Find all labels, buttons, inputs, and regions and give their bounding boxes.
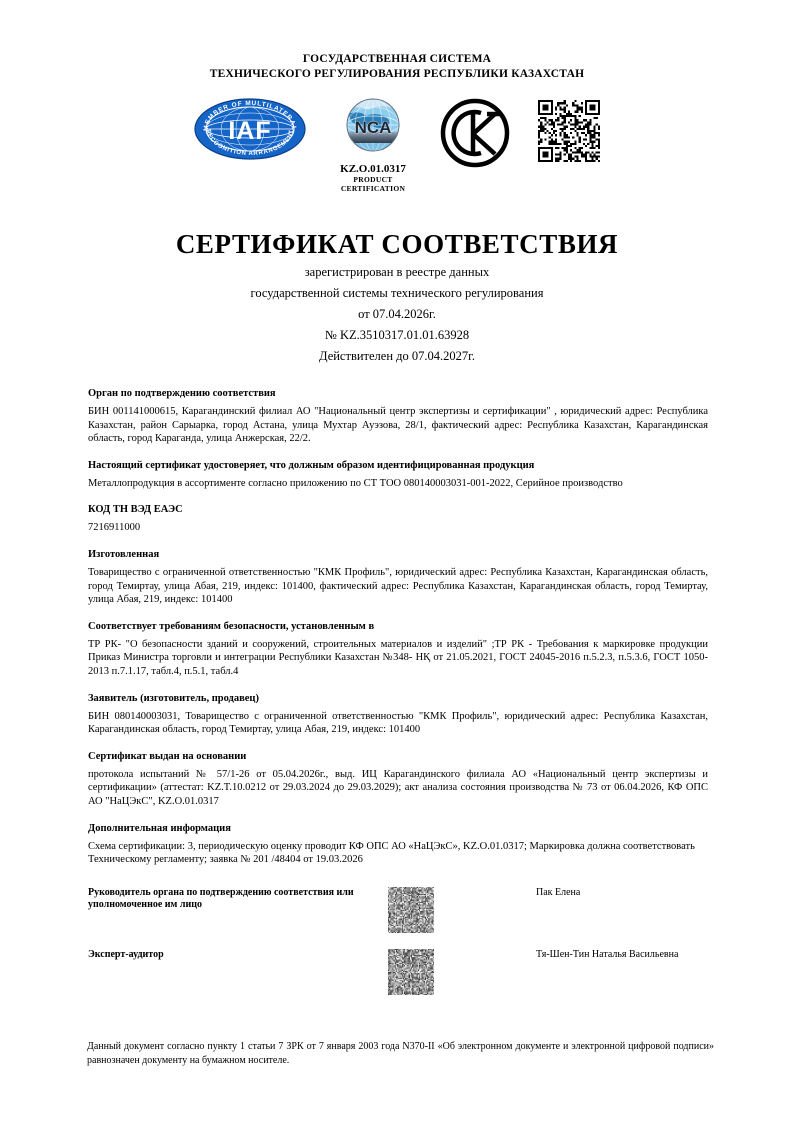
header-qr-code: [538, 100, 600, 162]
signature-row-head-of-body: [88, 887, 708, 933]
nca-sub-line-1: PRODUCT: [353, 175, 393, 184]
nca-globe-logo: [334, 98, 412, 160]
title-sub-2: государственной системы технического регулирования: [250, 286, 544, 300]
svg-text:NCA: NCA: [354, 118, 392, 137]
title-issue-date: от 07.04.2026г.: [358, 307, 436, 321]
section-heading: Соответствует требованиям безопасности, установленным в: [88, 620, 375, 632]
certificate-body: [86, 387, 708, 995]
title-registry-number: № KZ.3510317.01.01.63928: [324, 328, 470, 342]
nca-logo-cell: [334, 98, 412, 193]
section-text: ТР РК- "О безопасности зданий и сооружений, строительных материалов и изделий" ;ТР РК - Требования к маркировке продукции Приказ Министра торговли и интеграции Республики Казахстан №348- НҚ от 21.05.2021, ГОСТ 24045-2016 п.5.2.3, п.5.3.6, ГОСТ 1050-2013 п.7.1.17, табл.4, п.5.1, табл.4: [88, 638, 708, 677]
section-text: Товарищество с ограниченной ответственностью "КМК Профиль", юридический адрес: Республика Казахстан, Карагандинская область, город Темиртау, улица Абая, 219, индекс: 101400, фактический адрес: Республика Казахстан, Карагандинская область, город Темиртау, улица Абая, 219, индекс: 101400: [88, 566, 708, 606]
kz-mark-cell: [440, 98, 510, 168]
digital-signature-stamp: [388, 887, 434, 933]
signature-label: Эксперт-аудитор: [88, 948, 164, 960]
page-title: СЕРТИФИКАТ СООТВЕТСТВИЯ: [175, 229, 619, 259]
title-sub-1: зарегистрирован в реестре данных: [304, 265, 490, 279]
nca-caption: KZ.O.01.0317: [340, 163, 406, 175]
section-manufacturer: [88, 548, 708, 607]
section-text: БИН 001141000615, Карагандинский филиал АО "Национальный центр экспертизы и сертификации" , юридический адрес: Республика Казахстан, район Сарыарка, город Астана, улица Мухтар Ауэзова, 28/1, фактический адрес: Республика Казахстан, Карагандинская область, город Караганда, улица Анжерская, 22/2.: [88, 406, 708, 445]
document-header: [0, 0, 794, 82]
section-heading: КОД ТН ВЭД ЕАЭС: [88, 504, 183, 516]
section-heading: Дополнительная информация: [88, 822, 231, 834]
section-tnved-code: [88, 503, 708, 535]
title-block: [0, 228, 794, 365]
section-text: Схема сертификации: 3, периодическую оценку проводит КФ ОПС АО «НаЦЭкС», KZ.O.01.0317; Маркировка должна соответствовать Техническому регламенту; заявка № 201 /48404 от 19.03.2026: [88, 840, 695, 866]
signatory-name: Тя-Шен-Тин Наталья Васильевна: [536, 948, 679, 960]
svg-text:RECOGNITION ARRANGEMENT: RECOGNITION ARRANGEMENT: [204, 128, 296, 158]
section-applicant: [88, 692, 708, 737]
section-heading: Заявитель (изготовитель, продавец): [88, 692, 259, 704]
section-issued-on-basis: [88, 750, 708, 809]
digital-signature-stamp: [388, 949, 434, 995]
signatory-name: Пак Елена: [536, 886, 581, 898]
header-line-2: ТЕХНИЧЕСКОГО РЕГУЛИРОВАНИЯ РЕСПУБЛИКИ КАЗАХСТАН: [209, 68, 585, 80]
section-text: Металлопродукция в ассортименте согласно приложению по СТ ТОО 080140003031-001-2022, Серийное производство: [88, 477, 623, 489]
signature-block: [88, 887, 708, 995]
signature-row-expert-auditor: [88, 949, 708, 995]
svg-text:IAF: IAF: [228, 117, 272, 145]
signature-label: Руководитель органа по подтверждению соответствия или уполномоченное им лицо: [88, 886, 354, 911]
signature-stamp-cell: [388, 887, 498, 933]
kz-conformity-mark: [440, 98, 510, 168]
section-heading: Настоящий сертификат удостоверяет, что должным образом идентифицированная продукция: [88, 459, 535, 471]
footer-legal-note: Данный документ согласно пункту 1 статьи 7 ЗРК от 7 января 2003 года N370-II «Об электронном документе и электронной цифровой подписи» равнозначен документу на бумажном носителе.: [87, 1041, 714, 1066]
section-certification-body: [88, 387, 708, 446]
section-text: 7216911000: [88, 522, 141, 534]
header-line-1: ГОСУДАРСТВЕННАЯ СИСТЕМА: [302, 53, 492, 65]
logo-row: [0, 98, 794, 210]
section-heading: Изготовленная: [88, 548, 160, 560]
iaf-logo: [194, 98, 306, 160]
section-additional-information: [88, 822, 708, 867]
section-text: протокола испытаний № 57/1-26 от 05.04.2026г., выд. ИЦ Карагандинского филиала АО «Национальный центр экспертизы и сертификации» (аттестат: KZ.T.10.0212 от 29.03.2024 до 29.03.2029); акт анализа состояния производства № 73 от 06.04.2026, КФ ОПС АО "НаЦЭкС", KZ.O.01.0317: [88, 768, 708, 807]
section-safety-requirements: [88, 620, 708, 679]
svg-text:MEMBER OF MULTILATERAL: MEMBER OF MULTILATERAL: [202, 99, 298, 132]
signature-stamp-cell: [388, 949, 498, 995]
section-heading: Сертификат выдан на основании: [88, 750, 247, 762]
title-valid-until: Действителен до 07.04.2027г.: [319, 349, 475, 363]
section-text: БИН 080140003031, Товарищество с ограниченной ответственностью "КМК Профиль", юридический адрес: Республика Казахстан, Карагандинская область, город Темиртау, улица Абая, 219, индекс: 101400: [88, 710, 708, 736]
iaf-logo-cell: [194, 98, 306, 160]
header-qr-cell: [538, 98, 600, 162]
section-heading: Орган по подтверждению соответствия: [88, 388, 276, 399]
nca-sub-line-2: CERTIFICATION: [340, 184, 406, 193]
section-identified-product: [88, 459, 708, 491]
